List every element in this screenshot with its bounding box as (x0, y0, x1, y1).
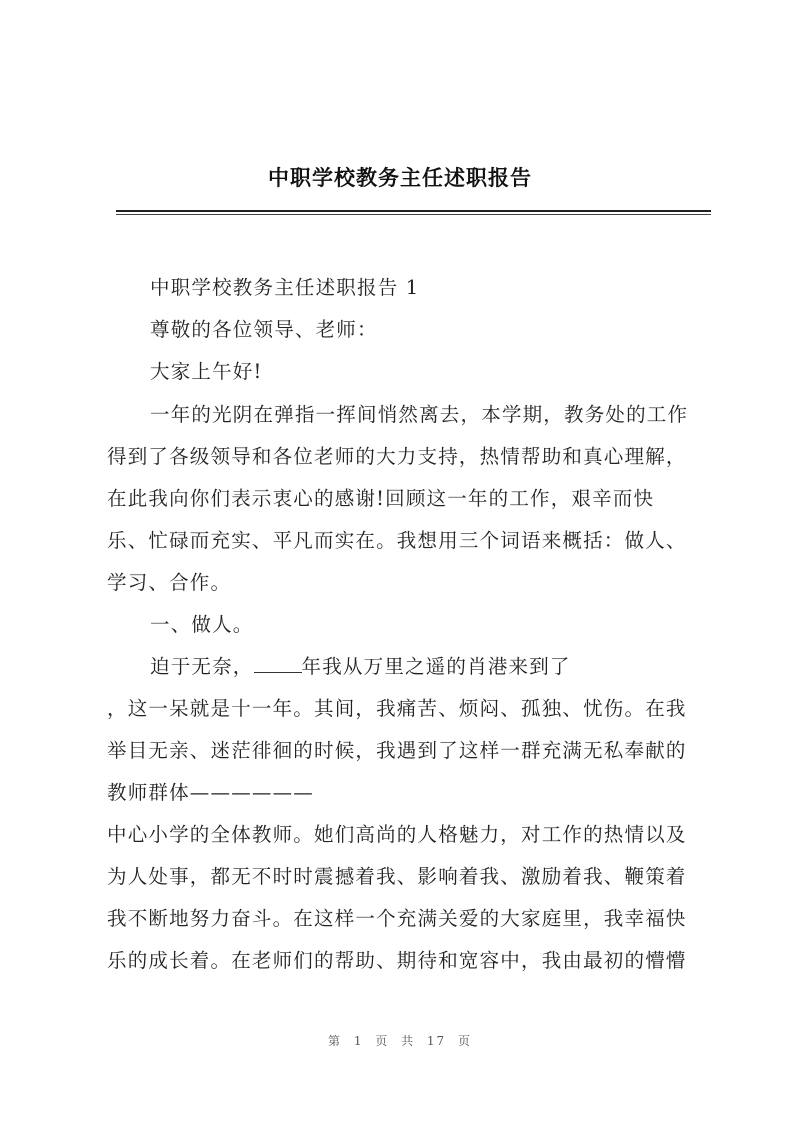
subsection-heading: 一、做人。 (150, 613, 254, 636)
paragraph-line: 乐、忙碌而充实、平凡而实在。我想用三个词语来概括：做人、 (107, 529, 687, 552)
paragraph-text: 年我从万里之遥的肖港来到了 (301, 655, 571, 678)
paragraph-line: 中心小学的全体教师。她们高尚的人格魅力，对工作的热情以及 (107, 823, 687, 846)
paragraph-line: 一年的光阴在弹指一挥间悄然离去，本学期，教务处的工作 (150, 403, 689, 426)
page-number-footer: 第 1 页 共 17 页 (328, 1034, 472, 1048)
salutation: 尊敬的各位领导、老师： (150, 318, 378, 341)
paragraph-line: 乐的成长着。在老师们的帮助、期待和宽容中，我由最初的懵懵 (107, 949, 687, 972)
paragraph-line (150, 653, 750, 681)
paragraph-text: 迫于无奈， (150, 655, 254, 678)
paragraph-line: 在此我向你们表示衷心的感谢!回顾这一年的工作，艰辛而快 (107, 487, 655, 510)
paragraph-line: 我不断地努力奋斗。在这样一个充满关爱的大家庭里，我幸福快 (107, 907, 687, 930)
title-divider-thick (116, 210, 711, 212)
paragraph-line: 为人处事，都无不时时震撼着我、影响着我、激励着我、鞭策着 (107, 865, 687, 888)
document-title: 中职学校教务主任述职报告 (268, 165, 532, 190)
title-divider-thin (116, 214, 711, 215)
paragraph-line: 举目无亲、迷茫徘徊的时候，我遇到了这样一群充满无私奉献的 (107, 739, 687, 762)
paragraph-line: 学习、合作。 (107, 571, 232, 594)
section-heading: 中职学校教务主任述职报告 1 (150, 276, 420, 299)
paragraph-line: ，这一呆就是十一年。其间，我痛苦、烦闷、孤独、忧伤。在我 (107, 697, 687, 720)
paragraph-line: 得到了各级领导和各位老师的大力支持，热情帮助和真心理解， (107, 445, 687, 468)
paragraph-line: 教师群体—————— (107, 781, 315, 804)
greeting: 大家上午好! (150, 360, 263, 383)
blank-fill-line (254, 654, 302, 673)
